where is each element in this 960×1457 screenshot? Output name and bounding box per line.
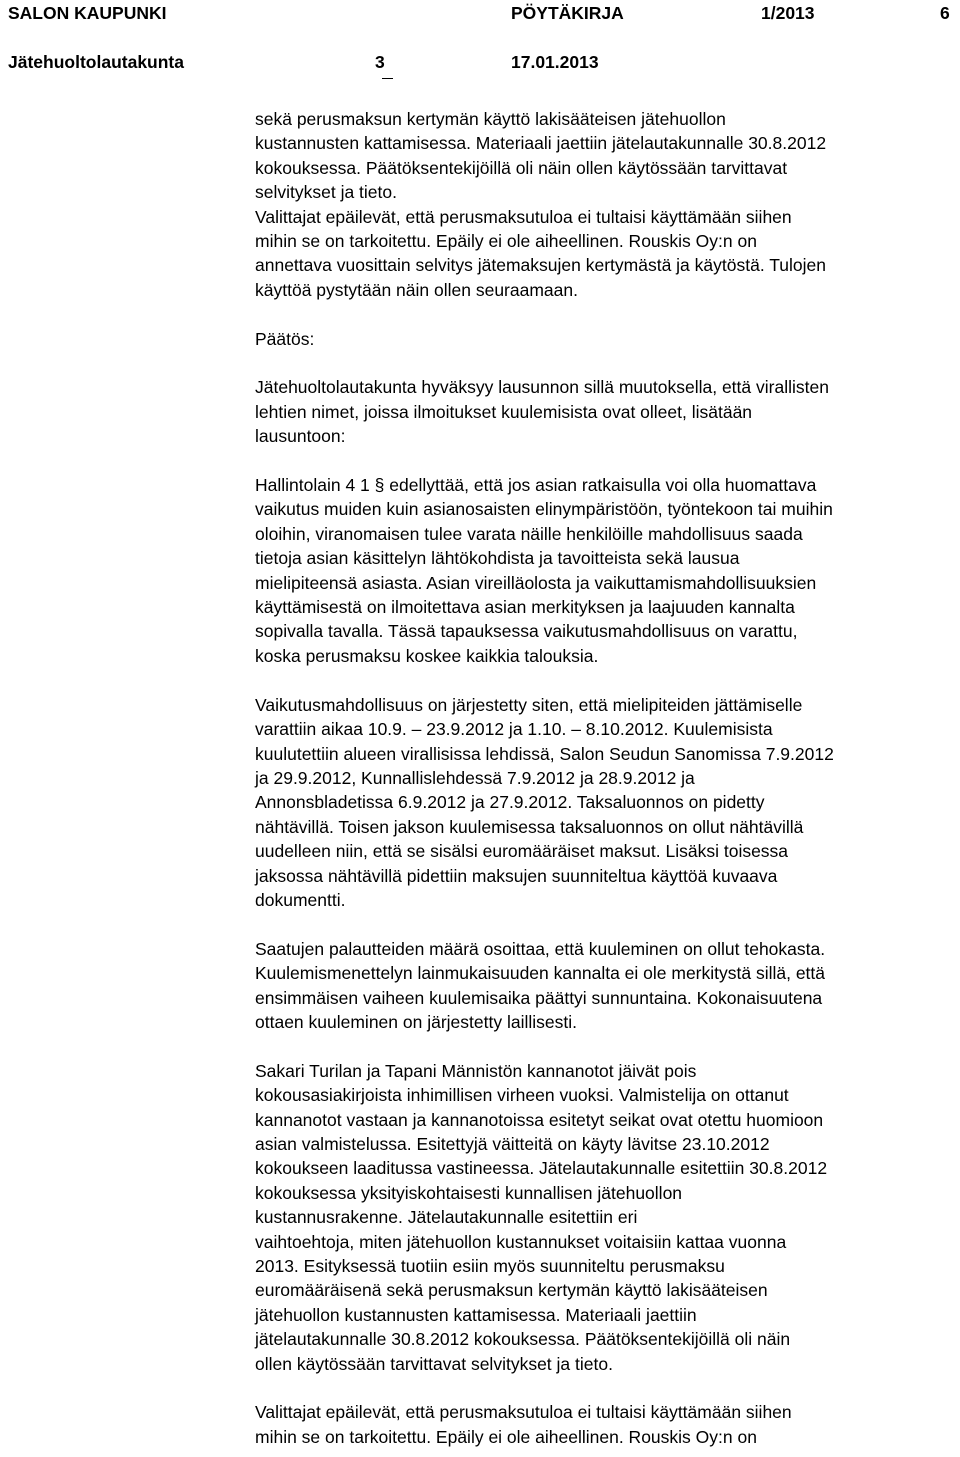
text-line: sekä perusmaksun kertymän käyttö lakisääteisen jätehuollon (255, 109, 726, 129)
text-line: Sakari Turilan ja Tapani Männistön kannanotot jäivät pois (255, 1060, 697, 1081)
text-line: koska perusmaksu koskee kaikkia talouksia. (255, 645, 599, 666)
text-line: ensimmäisen vaiheen kuulemisaika päättyi sunnuntaina. Kokonaisuutena (255, 987, 823, 1008)
text-line: Valittajat epäilevät, että perusmaksutuloa ei tultaisi käyttämään siihen (255, 1402, 792, 1423)
text-line: kustannusten kattamisessa. Materiaali jaettiin jätelautakunnalle 30.8.2012 (255, 133, 827, 154)
text-line: dokumentti. (255, 889, 346, 910)
text-line: kuulutettiin alueen virallisissa lehdissä, Salon Seudun Sanomissa 7.9.2012 (255, 743, 834, 764)
text-line: annettava vuosittain selvitys jätemaksujen kertymästä ja käytöstä. Tulojen (255, 255, 826, 276)
paragraph (255, 693, 955, 913)
text-line: sopivalla tavalla. Tässä tapauksessa vaikutusmahdollisuus on varattu, (255, 621, 798, 642)
text-line: lehtien nimet, joissa ilmoitukset kuulemisista ovat olleet, lisätään (255, 401, 753, 422)
organization-name: SALON KAUPUNKI (8, 3, 167, 23)
text-line: tietoja asian käsittelyn lähtökohdista ja tavoitteista sekä lausua (255, 548, 740, 569)
paragraph (255, 1059, 955, 1376)
text-line: kokousasiakirjoista inhimillisen virheen vuoksi. Valmistelija on ottanut (255, 1085, 789, 1106)
text-line: mihin se on tarkoitettu. Epäily ei ole aiheellinen. Rouskis Oy:n on (255, 1426, 757, 1447)
text-line: vaikutus muiden kuin asianosaisten elinympäristöön, työntekoon tai muihin (255, 499, 833, 520)
text-line: varattiin aikaa 10.9. – 23.9.2012 ja 1.10. – 8.10.2012. Kuulemisista (255, 719, 773, 740)
text-line: Kuulemismenettelyn lainmukaisuuden kannalta ei ole merkitystä sillä, että (255, 963, 826, 984)
document-number: 1/2013 (761, 3, 815, 23)
text-line: uudelleen niin, että se sisälsi euromääräiset maksut. Lisäksi toisessa (255, 841, 789, 862)
paragraph (255, 375, 955, 448)
text-line: Päätös: (255, 328, 315, 349)
text-line: 2013. Esityksessä tuotiin esiin myös suunniteltu perusmaksu (255, 1256, 725, 1276)
text-line: Saatujen palautteiden määrä osoittaa, että kuuleminen on ollut tehokasta. (255, 938, 826, 959)
text-line: Hallintolain 4 1 § edellyttää, että jos asian ratkaisulla voi olla huomattava (255, 475, 817, 496)
decision-heading (255, 327, 955, 351)
text-line: nähtävillä. Toisen jakson kuulemisessa taksaluonnos on ollut nähtävillä (255, 816, 804, 837)
text-line: Annonsbladetissa 6.9.2012 ja 27.9.2012. Taksaluonnos on pidetty (255, 792, 765, 813)
text-line: Vaikutusmahdollisuus on järjestetty siten, että mielipiteiden jättämiselle (255, 694, 803, 715)
text-line: asian valmistelussa. Esitettyjä väitteitä on käyty lävitse 23.10.2012 (255, 1133, 770, 1154)
meeting-date: 17.01.2013 (511, 52, 599, 72)
committee-name: Jätehuoltolautakunta (8, 52, 184, 72)
text-line: ja 29.9.2012, Kunnallislehdessä 7.9.2012 ja 28.9.2012 ja (255, 767, 695, 788)
document-type: PÖYTÄKIRJA (511, 3, 624, 23)
text-line: kannanotot vastaan ja kannanotoissa esitetyt seikat ovat otettu huomioon (255, 1109, 824, 1130)
text-line: kokouksessa. Päätöksentekijöillä oli näin ollen käytössään tarvittavat (255, 157, 788, 178)
text-line: lausuntoon: (255, 426, 346, 447)
text-line: Jätehuoltolautakunta hyväksyy lausunnon sillä muutoksella, että virallisten (255, 377, 829, 398)
text-line: euromääräisenä sekä perusmaksun kertymän käyttö lakisääteisen (255, 1280, 768, 1301)
text-line: jätelautakunnalle 30.8.2012 kokouksessa. Päätöksentekijöillä oli näin (255, 1329, 791, 1350)
text-line: selvitykset ja tieto. (255, 182, 397, 203)
text-line: käyttöä pystytään näin ollen seuraamaan. (255, 279, 578, 300)
text-line: mielipiteensä asiasta. Asian vireilläolosta ja vaikuttamismahdollisuuksien (255, 572, 817, 593)
section-number: 3 (375, 52, 385, 72)
text-line: kokouksessa yksityiskohtaisesti kunnallisen jätehuollon (255, 1182, 683, 1203)
paragraph (255, 1400, 955, 1449)
text-line: käyttämisestä on ilmoitettava asian merkityksen ja laajuuden kannalta (255, 597, 795, 618)
paragraph (255, 473, 955, 668)
text-line: kokoukseen laaditussa vastineessa. Jätelautakunnalle esitettiin 30.8.2012 (255, 1158, 828, 1179)
text-line: Valittajat epäilevät, että perusmaksutuloa ei tultaisi käyttämään siihen (255, 206, 792, 227)
text-line: oloihin, viranomaisen tulee varata näille henkilöille mahdollisuus saada (255, 523, 803, 544)
text-line: vaihtoehtoja, miten jätehuollon kustannukset voitaisiin kattaa vuonna (255, 1231, 787, 1252)
paragraph (255, 937, 955, 1035)
text-line: jätehuollon kustannusten kattamisessa. Materiaali jaettiin (255, 1304, 697, 1325)
text-line: kustannusrakenne. Jätelautakunnalle esitettiin eri (255, 1207, 638, 1228)
text-line: jaksossa nähtävillä pidettiin maksujen suunniteltua käyttöä kuvaava (255, 865, 778, 886)
text-line: ollen käytössään tarvittavat selvitykset ja tieto. (255, 1353, 613, 1374)
document-body (255, 107, 955, 1449)
section-underline (382, 78, 393, 79)
paragraph (255, 107, 955, 302)
text-line: mihin se on tarkoitettu. Epäily ei ole aiheellinen. Rouskis Oy:n on (255, 231, 757, 252)
text-line: ottaen kuuleminen on järjestetty laillisesti. (255, 1011, 577, 1032)
page-number: 6 (940, 3, 950, 23)
